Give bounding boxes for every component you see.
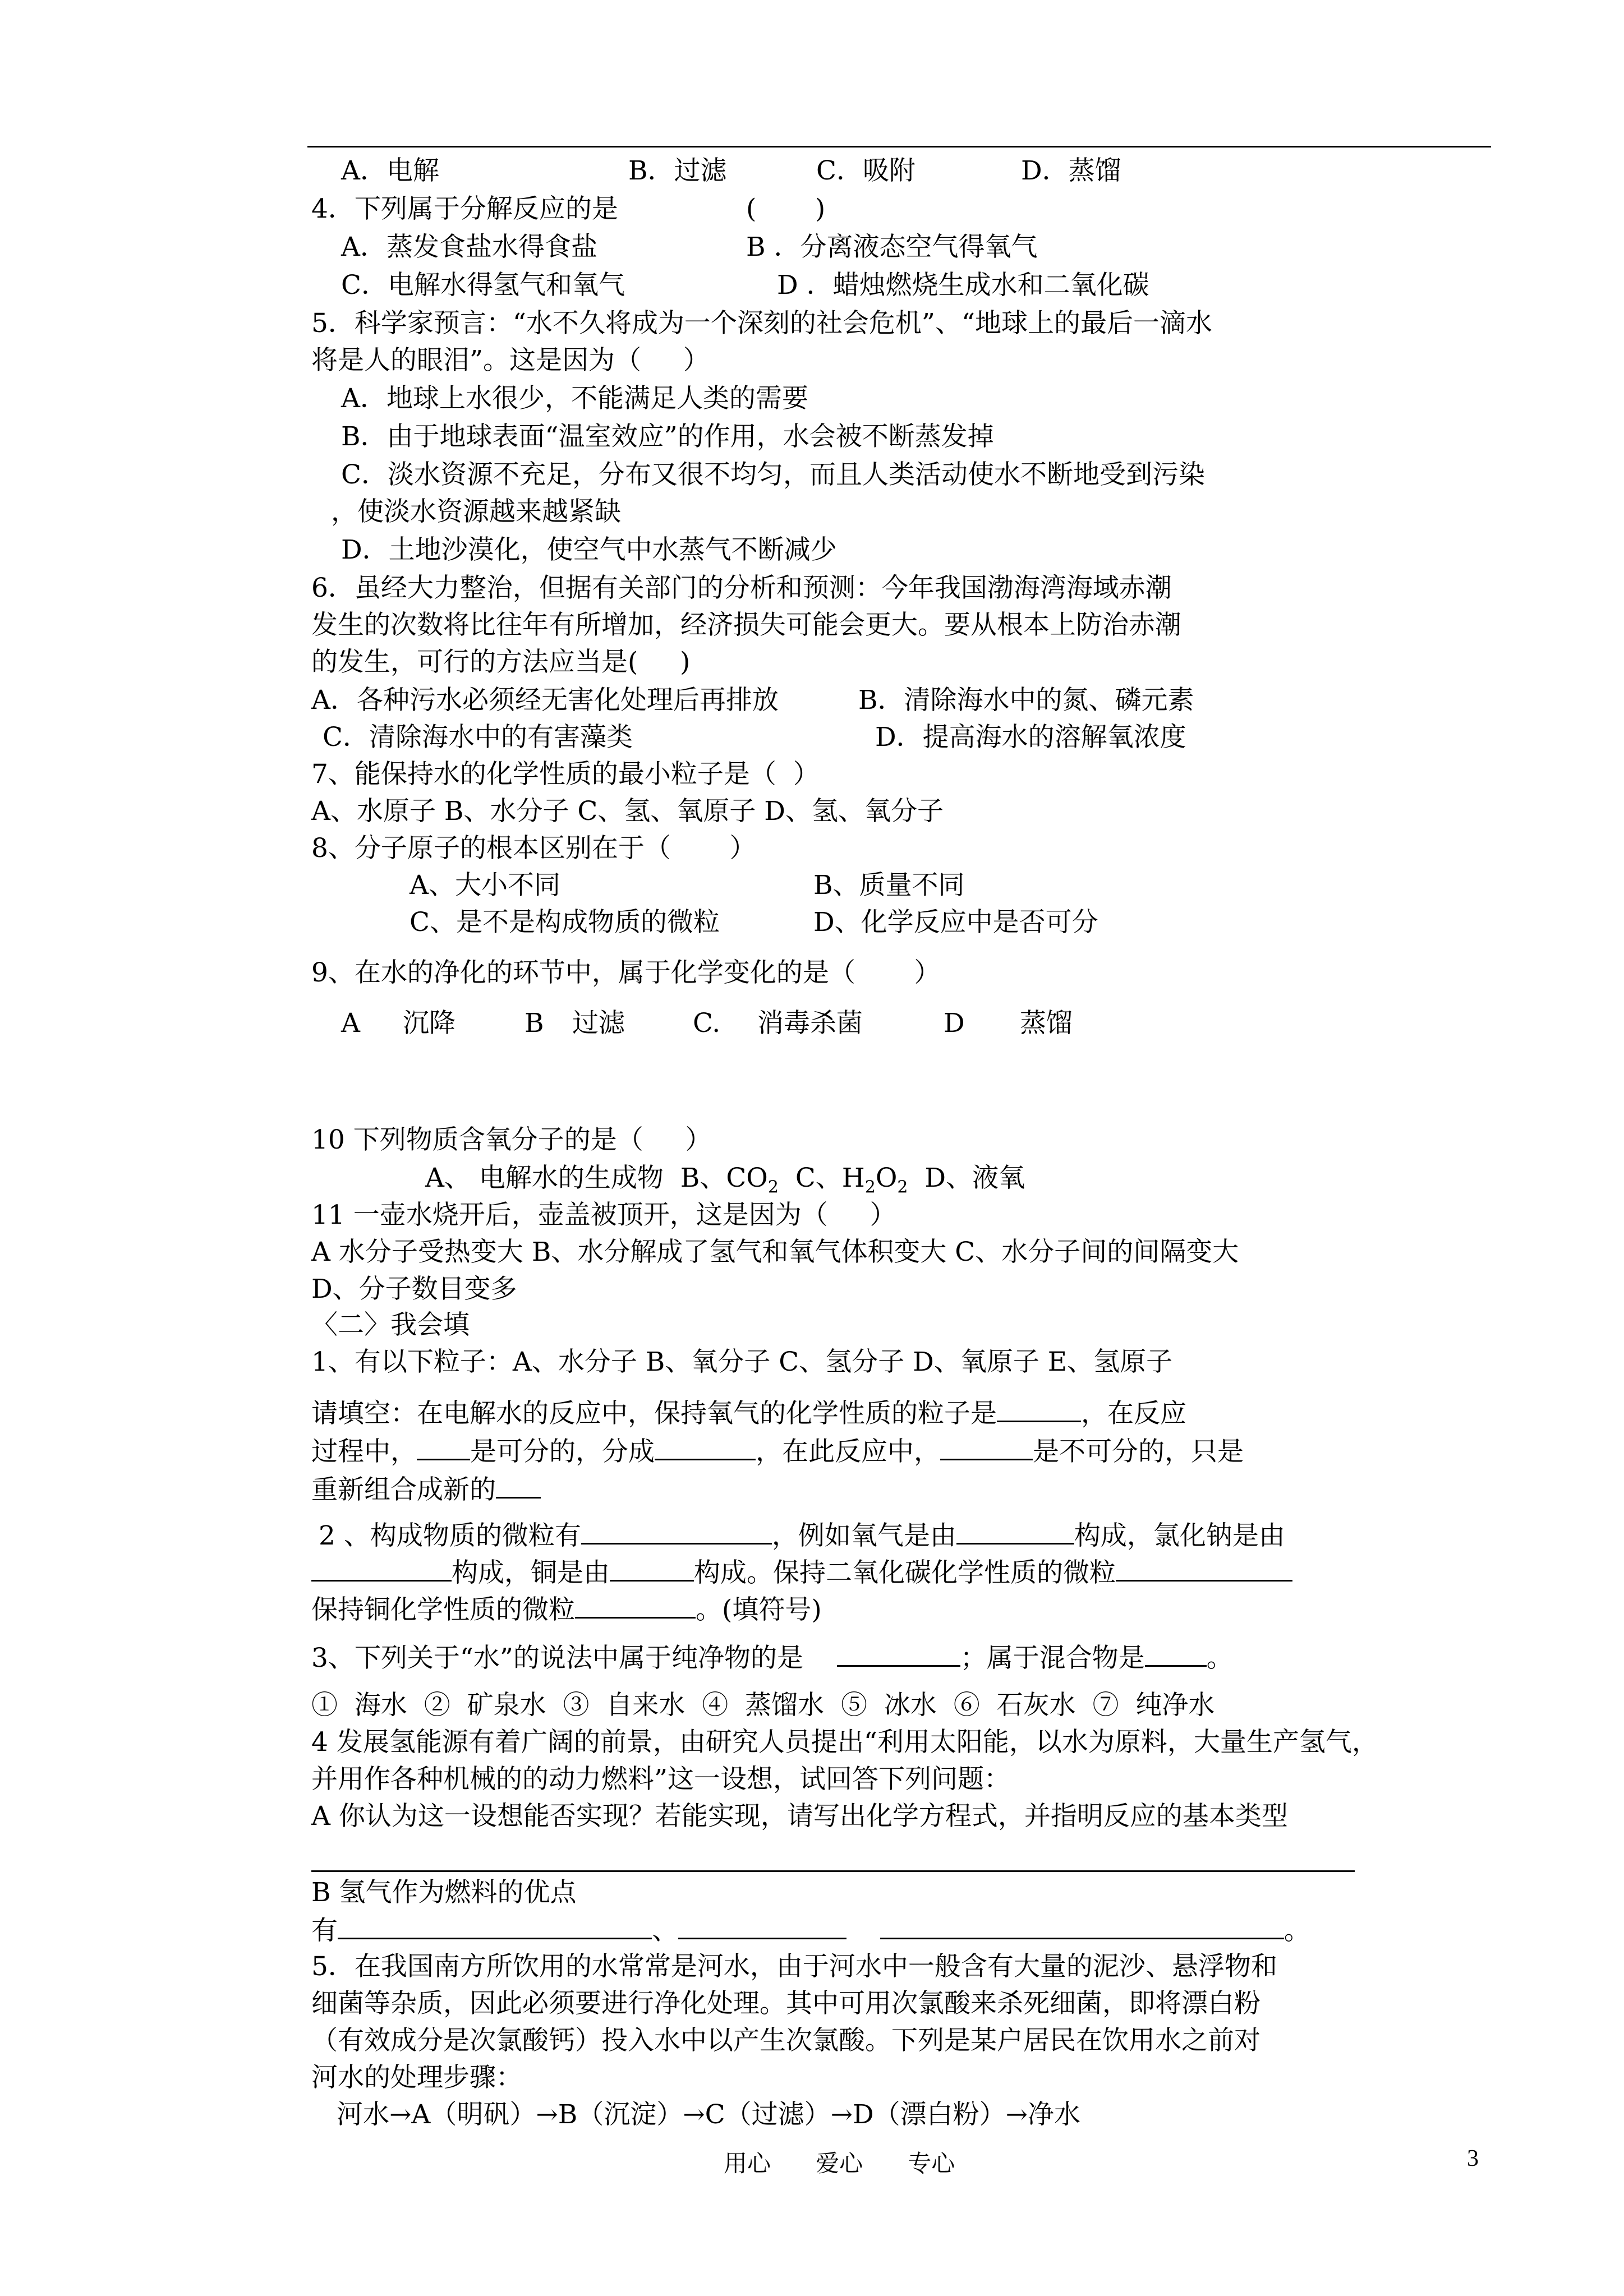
fill3-blank-2[interactable] — [1145, 1640, 1207, 1667]
q6-option-c: C．清除海水中的有害藻类 — [323, 722, 633, 753]
fill5-process-steps: 河水→A（明矾）→B（沉淀）→C（过滤）→D（漂白粉）→净水 — [337, 2099, 1081, 2130]
fill4-blank-2[interactable] — [678, 1913, 846, 1939]
fill2-blank-6[interactable] — [575, 1592, 696, 1619]
q6-option-a: A．各种污水必须经无害化处理后再排放 — [311, 685, 779, 716]
fill3-stem: 3、下列关于“水”的说法中属于纯净物的是 ；属于混合物是 。 — [311, 1640, 1233, 1675]
q5-stem-line1: 5．科学家预言：“水不久将成为一个深刻的社会危机”、“地球上的最后一滴水 — [311, 308, 1212, 339]
fill5-stem-line3: （有效成分是次氯酸钙）投入水中以产生次氯酸。下列是某户居民在饮用水之前对 — [311, 2025, 1260, 2056]
q8-option-c: C、是不是构成物质的微粒 — [410, 907, 720, 938]
fill1-blank-2[interactable] — [417, 1434, 470, 1460]
fill1-stem: 1、有以下粒子：A、水分子 B、氧分子 C、氢分子 D、氧原子 E、氢原子 — [311, 1347, 1173, 1377]
q5-option-c-line1: C．淡水资源不充足，分布又很不均匀，而且人类活动使水不断地受到污染 — [341, 459, 1205, 490]
q11-options-line1: A 水分子受热变大 B、水分解成了氢气和氧气体积变大 C、水分子间的间隔变大 — [311, 1237, 1239, 1267]
fill4-answer-b: 有 、 。 — [311, 1913, 1310, 1948]
header-rule — [307, 146, 1491, 147]
fill5-stem-line1: 5．在我国南方所饮用的水常常是河水，由于河水中一般含有大量的泥沙、悬浮物和 — [311, 1951, 1277, 1982]
q6-option-d: D．提高海水的溶解氧浓度 — [875, 722, 1186, 753]
fill3-blank-1[interactable] — [837, 1640, 960, 1667]
q8-stem: 8、分子原子的根本区别在于（ ） — [311, 833, 756, 864]
fill4-blank-3[interactable] — [880, 1913, 1284, 1939]
q9-option-c: 消毒杀菌 — [757, 1008, 863, 1039]
fill4-stem-line1: 4 发展氢能源有着广阔的前景，由研究人员提出“利用太阳能，以水为原料，大量生产氢气， — [311, 1727, 1378, 1758]
fill2-blank-1[interactable] — [581, 1518, 772, 1545]
q5-option-d: D．土地沙漠化，使空气中水蒸气不断减少 — [341, 534, 837, 565]
fill1-blank-1[interactable] — [997, 1396, 1081, 1422]
fill4-stem-line2: 并用作各种机械的的动力燃料”这一设想，试回答下列问题： — [311, 1764, 1011, 1795]
fill4-question-b: B 氢气作为燃料的优点 — [311, 1877, 577, 1908]
fill5-stem-line2: 细菌等杂质，因此必须要进行净化处理。其中可用次氯酸来杀死细菌，即将漂白粉 — [311, 1988, 1260, 2019]
q9-option-d-letter: D — [944, 1008, 965, 1039]
q9-option-b-letter: B — [525, 1008, 544, 1039]
q3-option-d: D．蒸馏 — [1021, 155, 1121, 186]
fill2-blank-2[interactable] — [956, 1518, 1074, 1545]
fill1-blank-5[interactable] — [496, 1472, 541, 1499]
q5-option-b: B．由于地球表面“温室效应”的作用，水会被不断蒸发掉 — [341, 421, 994, 452]
fill1-line4: 重新组合成新的 — [311, 1472, 541, 1507]
fill2-line2: 构成，铜是由 构成。保持二氧化碳化学性质的微粒 — [311, 1555, 1292, 1590]
q9-option-b: 过滤 — [572, 1008, 625, 1039]
fill5-stem-line4: 河水的处理步骤： — [311, 2062, 522, 2093]
q4-option-a: A．蒸发食盐水得食盐 — [341, 232, 597, 262]
q10-option-c: C、$H_2O_2$ — [795, 1163, 908, 1197]
q3-option-a: A．电解 — [341, 155, 439, 186]
q4-option-b: B ．分离液态空气得氧气 — [746, 232, 1038, 262]
fill3-options: ① 海水 ② 矿泉水 ③ 自来水 ④ 蒸馏水 ⑤ 冰水 ⑥ 石灰水 ⑦ 纯净水 — [311, 1690, 1215, 1721]
fill2-line3: 保持铜化学性质的微粒 。(填符号) — [311, 1592, 822, 1627]
q8-option-d: D、化学反应中是否可分 — [813, 907, 1098, 938]
section-title: 〈二〉我会填 — [311, 1310, 470, 1340]
q9-option-a: 沉降 — [403, 1008, 456, 1039]
q7-stem: 7、能保持水的化学性质的最小粒子是（ ） — [311, 759, 820, 790]
q10-option-b: B、$CO_2$ — [680, 1163, 779, 1197]
fill4-blank-1[interactable] — [338, 1913, 652, 1939]
q6-stem-line1: 6．虽经大力整治，但据有关部门的分析和预测：今年我国渤海湾海域赤潮 — [311, 573, 1172, 603]
page-number: 3 — [1467, 2146, 1479, 2171]
q10-option-d: D、液氧 — [924, 1163, 1025, 1193]
q5-option-a: A．地球上水很少，不能满足人类的需要 — [341, 383, 808, 414]
q5-option-c-line2: ，使淡水资源越来越紧缺 — [331, 496, 621, 527]
q6-stem-line3: 的发生，可行的方法应当是( ) — [311, 647, 691, 677]
fill4-answer-line[interactable] — [311, 1870, 1355, 1872]
q7-options: A、水原子 B、水分子 C、氢、氧原子 D、氢、氧分子 — [311, 796, 944, 827]
q10-stem: 10 下列物质含氧分子的是（ ） — [311, 1124, 712, 1155]
fill1-blank-4[interactable] — [940, 1434, 1033, 1460]
q4-option-c: C．电解水得氢气和氧气 — [341, 270, 625, 301]
q9-option-a-letter: A — [341, 1008, 360, 1039]
fill2-blank-3[interactable] — [311, 1555, 452, 1582]
q9-option-c-letter: C. — [693, 1008, 721, 1039]
q4-stem: 4．下列属于分解反应的是 — [311, 193, 618, 224]
q9-stem: 9、在水的净化的环节中，属于化学变化的是（ ） — [311, 957, 941, 988]
q10-options — [425, 1161, 1025, 1204]
q4-answer-paren: ( ) — [746, 193, 826, 224]
q8-option-b: B、质量不同 — [813, 870, 965, 901]
fill1-line3: 过程中， 是可分的，分成 ，在此反应中， 是不可分的，只是 — [311, 1434, 1244, 1469]
q8-option-a: A、大小不同 — [410, 870, 560, 901]
fill4-question-a: A 你认为这一设想能否实现？若能实现，请写出化学方程式，并指明反应的基本类型 — [311, 1801, 1288, 1832]
q11-options-line2: D、分子数目变多 — [311, 1274, 517, 1304]
fill2-line1: 2 、构成物质的微粒有 ，例如氧气是由 构成，氯化钠是由 — [319, 1518, 1285, 1553]
q6-stem-line2: 发生的次数将比往年有所增加，经济损失可能会更大。要从根本上防治赤潮 — [311, 610, 1181, 640]
fill2-blank-5[interactable] — [1116, 1555, 1292, 1582]
q3-option-c: C．吸附 — [816, 155, 915, 186]
footer-motto: 用心 爱心 专心 — [724, 2150, 955, 2177]
q9-option-d: 蒸馏 — [1020, 1008, 1073, 1039]
fill1-line2: 请填空：在电解水的反应中，保持氧气的化学性质的粒子是 ，在反应 — [311, 1396, 1186, 1431]
fill2-blank-4[interactable] — [610, 1555, 694, 1582]
q4-option-d: D ．蜡烛燃烧生成水和二氧化碳 — [777, 270, 1149, 301]
q5-stem-line2: 将是人的眼泪”。这是因为（ ） — [311, 345, 710, 376]
q11-stem: 11 一壶水烧开后，壶盖被顶开，这是因为（ ） — [311, 1200, 896, 1230]
q6-option-b: B．清除海水中的氮、磷元素 — [858, 685, 1194, 716]
q10-option-a: A、 电解水的生成物 — [425, 1163, 664, 1193]
q3-option-b: B．过滤 — [628, 155, 727, 186]
fill1-blank-3[interactable] — [655, 1434, 756, 1460]
